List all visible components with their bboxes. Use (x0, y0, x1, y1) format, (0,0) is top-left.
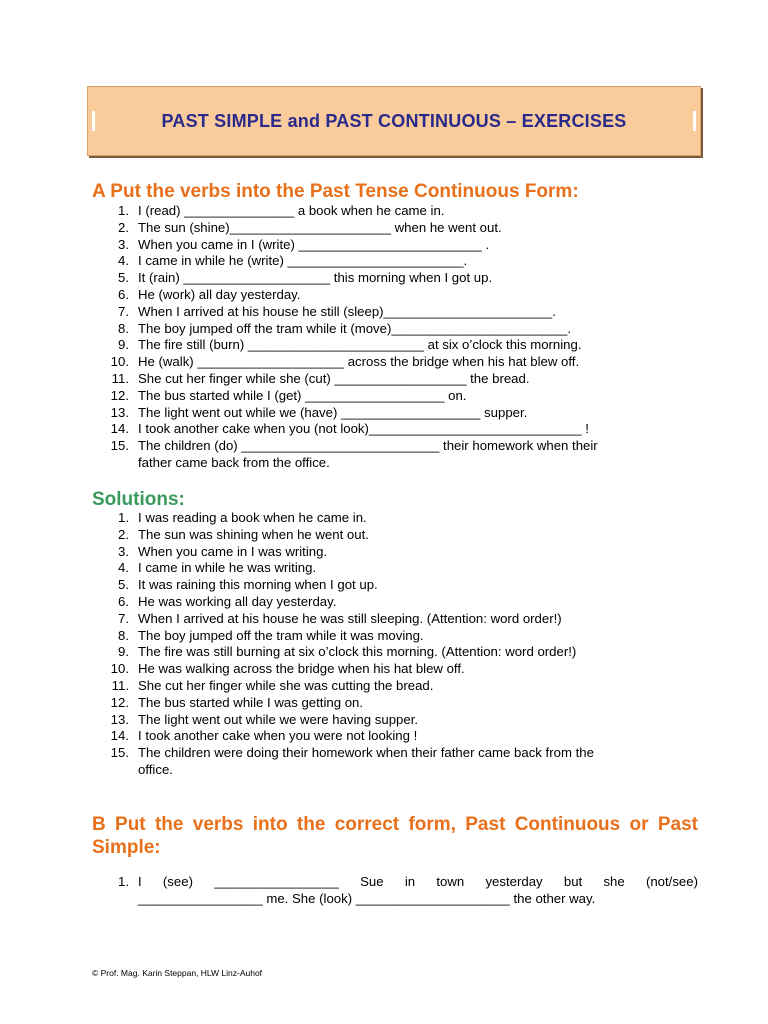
item-text: The light went out while we were having supper. (138, 711, 419, 727)
item-text: The sun (shine)______________________ when he went out. (138, 219, 502, 235)
footer-copyright: © Prof. Mag. Karin Steppan, HLW Linz-Auhof (92, 968, 263, 978)
list-item (100, 678, 594, 695)
item-text: The light went out while we (have) ___________________ supper. (138, 404, 528, 420)
item-number: 3. (118, 543, 129, 559)
list-item (100, 270, 598, 287)
list-item (100, 644, 594, 661)
list-item (100, 728, 594, 745)
item-text-continued: office. (138, 761, 173, 777)
list-item (100, 371, 598, 388)
item-number: 3. (118, 236, 129, 252)
list-item (100, 628, 594, 645)
item-text: I was reading a book when he came in. (138, 510, 367, 525)
item-text: The sun was shining when he went out. (138, 526, 369, 542)
item-number: 13. (110, 404, 129, 420)
list-item (100, 337, 598, 354)
title-box (87, 86, 701, 156)
item-text-continued: _________________ me. She (look) _____________________ the other way. (138, 890, 596, 906)
solutions-heading: Solutions: (92, 489, 185, 510)
item-number: 4. (118, 560, 129, 576)
list-item (100, 510, 594, 527)
list-item (100, 594, 594, 611)
item-number: 12. (110, 694, 129, 710)
item-text: He (walk) ____________________ across the bridge when his hat blew off. (138, 354, 580, 370)
page-title: PAST SIMPLE and PAST CONTINUOUS – EXERCISES (161, 111, 627, 131)
list-item (100, 237, 598, 254)
list-item (100, 745, 594, 779)
item-number: 10. (110, 661, 129, 677)
list-item (100, 321, 598, 338)
item-text: He (work) all day yesterday. (138, 286, 301, 302)
list-item (100, 695, 594, 712)
list-item (100, 611, 594, 628)
item-number: 1. (118, 203, 129, 218)
section-b-list (100, 874, 698, 908)
list-item (100, 577, 594, 594)
item-text: The boy jumped off the tram while it (move)________________________. (138, 320, 572, 336)
item-number: 11. (111, 677, 129, 693)
list-item (100, 527, 594, 544)
item-number: 13. (110, 711, 129, 727)
list-item (100, 421, 598, 438)
item-text: The bus started while I (get) ___________________ on. (138, 387, 467, 403)
list-item (100, 874, 698, 908)
item-text: I came in while he (write) ________________________. (138, 253, 468, 269)
item-text: He was working all day yesterday. (138, 593, 337, 609)
list-item (100, 253, 598, 270)
item-text: When you came in I was writing. (138, 543, 328, 559)
list-item (100, 712, 594, 729)
item-text: I took another cake when you were not looking ! (138, 728, 418, 744)
list-item (100, 304, 598, 321)
list-item (100, 438, 598, 472)
item-text: I (read) _______________ a book when he came in. (138, 203, 445, 218)
item-text: I took another cake when you (not look)_____________________________ ! (138, 421, 589, 437)
item-text: When you came in I (write) _________________________ . (138, 236, 490, 252)
item-text: It (rain) ____________________ this morning when I got up. (138, 270, 493, 286)
section-b-heading: B Put the verbs into the correct form, Past Continuous or Past Simple: (92, 814, 698, 858)
item-text: She cut her finger while she was cutting the bread. (138, 677, 434, 693)
item-text: When I arrived at his house he still (sleep)_______________________. (138, 303, 556, 319)
section-a-list (100, 203, 598, 472)
item-number: 8. (118, 320, 129, 336)
item-number: 2. (118, 219, 129, 235)
list-item (100, 405, 598, 422)
list-item (100, 287, 598, 304)
item-text: When I arrived at his house he was still sleeping. (Attention: word order!) (138, 610, 562, 626)
item-number: 4. (118, 253, 129, 269)
item-number: 2. (118, 526, 129, 542)
item-text: He was walking across the bridge when his hat blew off. (138, 661, 465, 677)
list-item (100, 388, 598, 405)
item-text: The bus started while I was getting on. (138, 694, 364, 710)
item-number: 5. (118, 270, 129, 286)
item-number: 9. (118, 644, 129, 660)
list-item (100, 560, 594, 577)
item-number: 15. (110, 745, 129, 761)
item-number: 6. (118, 593, 129, 609)
item-text: The boy jumped off the tram while it was moving. (138, 627, 424, 643)
item-text: The children (do) ___________________________ their homework when their (138, 438, 598, 454)
item-text: The children were doing their homework when their father came back from the (138, 745, 594, 761)
item-number: 5. (118, 577, 129, 593)
item-number: 1. (118, 874, 129, 889)
item-number: 14. (110, 421, 129, 437)
item-text: It was raining this morning when I got up. (138, 577, 378, 593)
list-item (100, 661, 594, 678)
item-number: 11. (111, 370, 129, 386)
item-number: 1. (118, 510, 129, 525)
item-number: 14. (110, 728, 129, 744)
list-item (100, 544, 594, 561)
section-a-heading: A Put the verbs into the Past Tense Continuous Form: (92, 181, 579, 202)
item-number: 6. (118, 286, 129, 302)
item-text-continued: father came back from the office. (138, 454, 330, 470)
item-text: She cut her finger while she (cut) __________________ the bread. (138, 370, 530, 386)
item-text: The fire still (burn) ________________________ at six o’clock this morning. (138, 337, 582, 353)
list-item (100, 354, 598, 371)
list-item (100, 203, 598, 220)
solutions-list (100, 510, 594, 779)
item-number: 15. (110, 438, 129, 454)
item-number: 8. (118, 627, 129, 643)
list-item (100, 220, 598, 237)
item-number: 9. (118, 337, 129, 353)
item-number: 7. (118, 610, 129, 626)
item-number: 10. (110, 354, 129, 370)
item-text: The fire was still burning at six o’clock this morning. (Attention: word order!) (138, 644, 577, 660)
item-text: I came in while he was writing. (138, 560, 317, 576)
item-number: 7. (118, 303, 129, 319)
item-number: 12. (110, 387, 129, 403)
item-text: I (see) _________________ Sue in town yesterday but she (not/see) (138, 874, 698, 889)
